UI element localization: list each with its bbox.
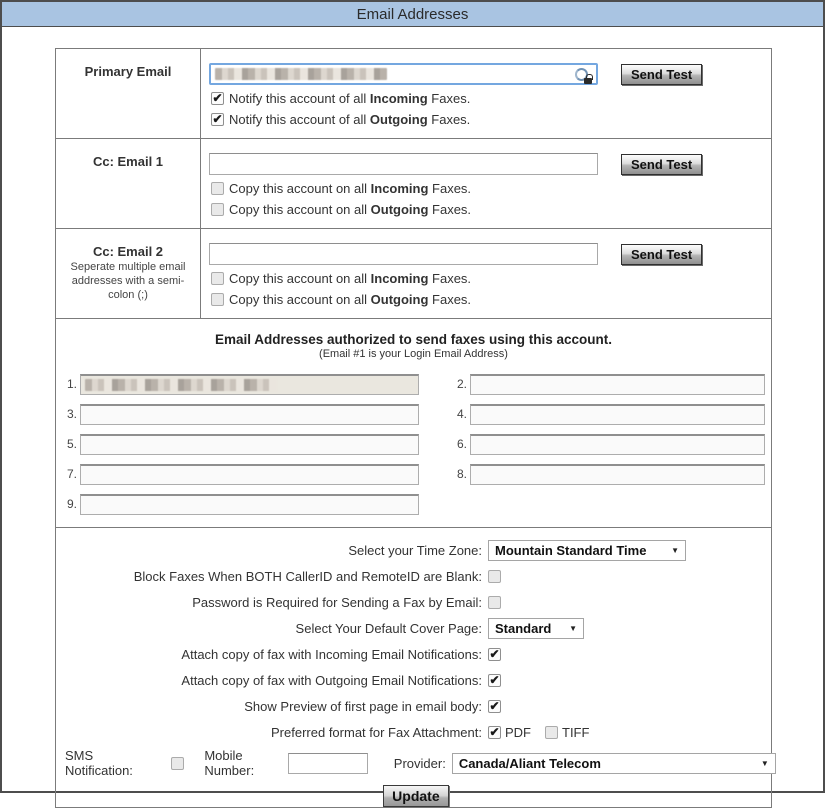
primary-email-label-cell <box>56 49 201 138</box>
format-tiff-checkbox[interactable] <box>545 726 558 739</box>
block-faxes-checkbox[interactable] <box>488 570 501 583</box>
attach-outgoing-setting <box>56 670 776 691</box>
auth-email-input-9[interactable] <box>80 494 419 515</box>
fax-format-label: Preferred format for Fax Attachment: <box>271 725 482 740</box>
show-preview-checkbox[interactable] <box>488 700 501 713</box>
cover-page-label: Select Your Default Cover Page: <box>295 621 482 636</box>
dropdown-arrow-icon: ▼ <box>569 624 577 633</box>
notify-incoming-checkbox[interactable] <box>211 92 224 105</box>
attach-outgoing-checkbox[interactable] <box>488 674 501 687</box>
mobile-number-label: Mobile Number: <box>204 748 255 778</box>
cc-email1-label: Cc: Email 1 <box>92 154 164 169</box>
auth-slot-4-number: 4. <box>456 407 467 421</box>
cc1-copy-incoming-label: Copy this account on all Incoming Faxes. <box>229 181 472 196</box>
update-button[interactable]: Update <box>383 785 448 807</box>
redacted-email-text <box>215 68 387 80</box>
authorized-emails-subheading: (Email #1 is your Login Email Address) <box>319 348 508 360</box>
auth-slot-8-number: 8. <box>456 467 467 481</box>
attach-incoming-label: Attach copy of fax with Incoming Email Notifications: <box>181 647 482 662</box>
dropdown-arrow-icon: ▼ <box>760 758 769 768</box>
password-required-setting <box>56 592 776 613</box>
cover-page-select[interactable]: Standard ▼ <box>488 618 584 639</box>
auth-email-input-7[interactable] <box>80 464 419 485</box>
attach-incoming-checkbox[interactable] <box>488 648 501 661</box>
primary-email-label: Primary Email <box>84 64 172 79</box>
timezone-label: Select your Time Zone: <box>348 543 482 558</box>
cc-email2-note: Seperate multiple email addresses with a semi-colon (;) <box>70 261 186 301</box>
auth-email-input-3[interactable] <box>80 404 419 425</box>
cc-email2-row <box>56 229 771 319</box>
notify-incoming-label: Notify this account of all Incoming Faxes. <box>229 91 471 106</box>
auth-slot-3-number: 3. <box>66 407 77 421</box>
primary-email-content-cell <box>201 49 771 138</box>
cc-email1-label-cell <box>56 139 201 228</box>
password-required-checkbox[interactable] <box>488 596 501 609</box>
sms-notification-setting <box>56 748 776 778</box>
auth-slot-1 <box>62 374 419 395</box>
cover-page-setting <box>56 618 776 639</box>
authorized-emails-row <box>56 319 771 528</box>
show-preview-label: Show Preview of first page in email body: <box>244 699 482 714</box>
cc1-copy-outgoing-label: Copy this account on all Outgoing Faxes. <box>229 202 472 217</box>
format-pdf-label: PDF <box>505 725 531 740</box>
cc1-copy-outgoing-checkbox[interactable] <box>211 203 224 216</box>
auth-slot-2 <box>452 374 765 395</box>
primary-email-row <box>56 49 771 139</box>
auth-slot-1-number: 1. <box>66 377 77 391</box>
notify-outgoing-label: Notify this account of all Outgoing Faxes. <box>229 112 471 127</box>
cc-email2-input[interactable] <box>209 243 598 265</box>
sms-notification-label: SMS Notification: <box>65 748 133 778</box>
password-manager-lock-icon[interactable] <box>575 67 592 84</box>
send-test-button-cc2[interactable]: Send Test <box>621 244 702 265</box>
notify-incoming-row <box>211 91 771 106</box>
primary-email-input[interactable] <box>209 63 598 85</box>
auth-slot-7 <box>62 464 419 485</box>
timezone-select[interactable]: Mountain Standard Time ▼ <box>488 540 686 561</box>
mobile-number-input[interactable] <box>288 753 368 774</box>
password-required-label: Password is Required for Sending a Fax by Email: <box>192 595 482 610</box>
provider-select[interactable]: Canada/Aliant Telecom ▼ <box>452 753 776 774</box>
page-title-bar <box>2 2 823 27</box>
fax-format-setting <box>56 722 776 743</box>
cc2-copy-incoming-label: Copy this account on all Incoming Faxes. <box>229 271 472 286</box>
update-button-row <box>56 785 776 807</box>
cc-email1-content-cell <box>201 139 771 228</box>
cc2-copy-outgoing-label: Copy this account on all Outgoing Faxes. <box>229 292 472 307</box>
auth-email-input-1[interactable] <box>80 374 419 395</box>
auth-slot-6-number: 6. <box>456 437 467 451</box>
auth-email-input-6[interactable] <box>470 434 765 455</box>
lock-icon <box>584 78 592 84</box>
auth-slot-5-number: 5. <box>66 437 77 451</box>
auth-slot-2-number: 2. <box>456 377 467 391</box>
attach-outgoing-label: Attach copy of fax with Outgoing Email Notifications: <box>181 673 482 688</box>
auth-slot-3 <box>62 404 419 425</box>
auth-slot-5 <box>62 434 419 455</box>
cc-email2-content-cell <box>201 229 771 318</box>
auth-email-input-4[interactable] <box>470 404 765 425</box>
settings-section <box>56 528 776 807</box>
cc2-copy-incoming-row <box>211 271 771 286</box>
cc1-copy-incoming-checkbox[interactable] <box>211 182 224 195</box>
auth-email-input-8[interactable] <box>470 464 765 485</box>
timezone-setting <box>56 540 776 561</box>
auth-slot-9 <box>62 494 419 515</box>
cc1-copy-incoming-row <box>211 181 771 196</box>
notify-outgoing-row <box>211 112 771 127</box>
provider-label: Provider: <box>393 755 446 771</box>
cc-email2-label: Cc: Email 2 <box>92 244 164 259</box>
cc-email2-label-cell <box>56 229 201 318</box>
page-title: Email Addresses <box>356 5 469 23</box>
format-tiff-label: TIFF <box>562 725 590 740</box>
auth-email-input-5[interactable] <box>80 434 419 455</box>
email-settings-table <box>55 48 772 808</box>
attach-incoming-setting <box>56 644 776 665</box>
cc1-copy-outgoing-row <box>211 202 771 217</box>
authorized-emails-grid <box>62 369 765 519</box>
send-test-button-primary[interactable]: Send Test <box>621 64 702 85</box>
show-preview-setting <box>56 696 776 717</box>
auth-slot-4 <box>452 404 765 425</box>
redacted-email-text <box>85 379 277 391</box>
send-test-button-cc1[interactable]: Send Test <box>621 154 702 175</box>
block-faxes-label: Block Faxes When BOTH CallerID and RemoteID are Blank: <box>133 569 482 584</box>
block-faxes-setting <box>56 566 776 587</box>
cc-email1-row <box>56 139 771 229</box>
auth-slot-6 <box>452 434 765 455</box>
auth-slot-8 <box>452 464 765 485</box>
auth-slot-7-number: 7. <box>66 467 77 481</box>
settings-row <box>56 528 771 807</box>
format-pdf-checkbox[interactable] <box>488 726 501 739</box>
auth-slot-9-number: 9. <box>66 497 77 511</box>
sms-notification-checkbox[interactable] <box>171 757 184 770</box>
notify-outgoing-checkbox[interactable] <box>211 113 224 126</box>
authorized-emails-section <box>56 319 771 527</box>
cc2-copy-incoming-checkbox[interactable] <box>211 272 224 285</box>
auth-email-input-2[interactable] <box>470 374 765 395</box>
dropdown-arrow-icon: ▼ <box>671 546 679 555</box>
cc-email1-input[interactable] <box>209 153 598 175</box>
authorized-emails-heading: Email Addresses authorized to send faxes using this account. <box>214 332 613 347</box>
cc2-copy-outgoing-row <box>211 292 771 307</box>
cc2-copy-outgoing-checkbox[interactable] <box>211 293 224 306</box>
